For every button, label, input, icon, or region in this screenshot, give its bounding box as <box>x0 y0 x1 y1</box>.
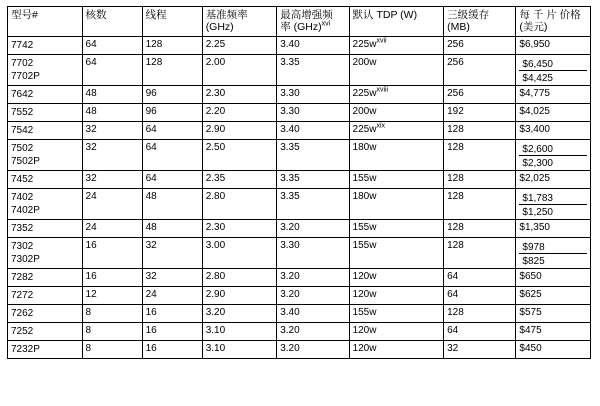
tdp-footnote: xvii <box>376 37 387 45</box>
model-name: 7742 <box>11 39 34 51</box>
column-header-boost-clock-line2: 率 (GHz) <box>280 21 322 34</box>
cell-base-clock: 2.20 <box>202 103 277 121</box>
table-row <box>8 139 591 170</box>
cell-base-clock: 2.90 <box>202 121 277 139</box>
cell-threads: 128 <box>142 36 202 54</box>
cell-boost-clock: 3.30 <box>277 85 349 103</box>
cell-base-clock: 3.10 <box>202 340 277 358</box>
document-page <box>0 6 600 406</box>
cell-boost-clock: 3.20 <box>277 219 349 237</box>
column-header-price <box>516 7 591 37</box>
table-row <box>8 85 591 103</box>
cell-tdp <box>349 219 444 237</box>
cell-boost-clock: 3.30 <box>277 237 349 268</box>
tdp-footnote: xix <box>376 122 385 130</box>
cell-price: $4,025 <box>516 103 591 121</box>
cell-model <box>8 54 83 85</box>
tdp-value: 225w <box>352 87 377 99</box>
tdp-value: 180w <box>352 141 377 153</box>
cell-cache: 256 <box>444 36 516 54</box>
cell-base-clock: 2.00 <box>202 54 277 85</box>
model-name: 7232P <box>11 343 40 355</box>
tdp-value: 120w <box>352 270 377 282</box>
cell-threads: 16 <box>142 322 202 340</box>
cell-price <box>516 139 591 170</box>
cell-tdp <box>349 237 444 268</box>
cell-price <box>516 188 591 219</box>
cell-price: $1,350 <box>516 219 591 237</box>
price-value: $1,783 <box>522 192 553 204</box>
cell-boost-clock: 3.40 <box>277 304 349 322</box>
column-header-model-label: 型号# <box>11 9 38 21</box>
price-value: $1,250 <box>519 204 587 217</box>
tdp-value: 120w <box>352 324 377 336</box>
table-row <box>8 304 591 322</box>
cell-cores: 24 <box>82 188 142 219</box>
column-header-cache-line2: (MB) <box>447 21 470 34</box>
cell-tdp <box>349 54 444 85</box>
cell-price: $450 <box>516 340 591 358</box>
tdp-value: 155w <box>352 172 377 184</box>
cell-base-clock: 2.30 <box>202 219 277 237</box>
table-row <box>8 103 591 121</box>
model-name: 7452 <box>11 173 34 185</box>
cell-tdp <box>349 85 444 103</box>
cell-base-clock: 3.20 <box>202 304 277 322</box>
cell-tdp <box>349 188 444 219</box>
model-name: 7262 <box>11 307 34 319</box>
cell-threads: 128 <box>142 54 202 85</box>
cell-cache: 64 <box>444 286 516 304</box>
model-name: 7552 <box>11 106 34 118</box>
table-header <box>8 7 591 37</box>
table-header-row <box>8 7 591 37</box>
model-name: 7352 <box>11 222 34 234</box>
cell-base-clock: 2.50 <box>202 139 277 170</box>
column-header-boost-clock-footnote: xvi <box>321 20 331 28</box>
model-name: 7402P <box>11 204 40 216</box>
tdp-value: 180w <box>352 190 377 202</box>
cell-threads: 64 <box>142 121 202 139</box>
table-row <box>8 170 591 188</box>
column-header-threads <box>142 7 202 37</box>
cell-price: $575 <box>516 304 591 322</box>
cell-cores: 8 <box>82 340 142 358</box>
tdp-value: 120w <box>352 342 377 354</box>
cell-cache: 64 <box>444 322 516 340</box>
column-header-cache-line1: 三级缓存 <box>447 9 490 21</box>
cell-model <box>8 268 83 286</box>
cell-model <box>8 322 83 340</box>
column-header-base-clock-line2: (GHz) <box>205 21 234 34</box>
cell-cache: 256 <box>444 54 516 85</box>
cell-price: $475 <box>516 322 591 340</box>
cell-threads: 32 <box>142 268 202 286</box>
table-row <box>8 340 591 358</box>
cell-threads: 24 <box>142 286 202 304</box>
cell-cores: 32 <box>82 170 142 188</box>
cell-tdp <box>349 340 444 358</box>
cell-tdp <box>349 322 444 340</box>
cell-model <box>8 36 83 54</box>
cell-cache: 128 <box>444 219 516 237</box>
cell-boost-clock: 3.20 <box>277 340 349 358</box>
tdp-value: 120w <box>352 288 377 300</box>
cell-boost-clock: 3.35 <box>277 54 349 85</box>
model-name: 7702 <box>11 57 34 69</box>
table-body <box>8 36 591 358</box>
cell-model <box>8 121 83 139</box>
cell-boost-clock: 3.20 <box>277 286 349 304</box>
model-name: 7642 <box>11 88 34 100</box>
model-name: 7302 <box>11 240 34 252</box>
cell-price: $4,775 <box>516 85 591 103</box>
cell-boost-clock: 3.35 <box>277 188 349 219</box>
model-name: 7502P <box>11 155 40 167</box>
cell-threads: 96 <box>142 85 202 103</box>
table-row <box>8 54 591 85</box>
cell-cores: 64 <box>82 54 142 85</box>
table-row <box>8 121 591 139</box>
price-value: $4,425 <box>519 70 587 83</box>
cell-threads: 16 <box>142 340 202 358</box>
cell-boost-clock: 3.40 <box>277 36 349 54</box>
cell-base-clock: 3.10 <box>202 322 277 340</box>
cell-threads: 64 <box>142 139 202 170</box>
tdp-value: 200w <box>352 105 377 117</box>
cell-cores: 24 <box>82 219 142 237</box>
cell-tdp <box>349 170 444 188</box>
cell-boost-clock: 3.20 <box>277 268 349 286</box>
cell-tdp <box>349 304 444 322</box>
model-name: 7502 <box>11 142 34 154</box>
cell-cores: 16 <box>82 237 142 268</box>
cell-cores: 48 <box>82 103 142 121</box>
cell-base-clock: 2.30 <box>202 85 277 103</box>
cell-base-clock: 2.80 <box>202 268 277 286</box>
column-header-tdp <box>349 7 444 37</box>
cell-model <box>8 85 83 103</box>
table-row <box>8 188 591 219</box>
model-name: 7252 <box>11 325 34 337</box>
cell-tdp <box>349 286 444 304</box>
cell-model <box>8 188 83 219</box>
cell-price: $625 <box>516 286 591 304</box>
cell-cache: 32 <box>444 340 516 358</box>
cell-model <box>8 170 83 188</box>
table-row <box>8 237 591 268</box>
cell-model <box>8 340 83 358</box>
cell-base-clock: 3.00 <box>202 237 277 268</box>
cell-cache: 128 <box>444 170 516 188</box>
column-header-cores <box>82 7 142 37</box>
cell-cache: 64 <box>444 268 516 286</box>
model-name: 7402 <box>11 191 34 203</box>
cell-boost-clock: 3.35 <box>277 139 349 170</box>
price-value: $2,600 <box>522 143 553 155</box>
model-name: 7282 <box>11 271 34 283</box>
cell-model <box>8 219 83 237</box>
cell-tdp <box>349 121 444 139</box>
cell-model <box>8 139 83 170</box>
cell-threads: 32 <box>142 237 202 268</box>
cell-price: $3,400 <box>516 121 591 139</box>
cell-threads: 96 <box>142 103 202 121</box>
table-row <box>8 322 591 340</box>
price-value: $825 <box>519 253 587 266</box>
column-header-threads-label: 线程 <box>145 9 167 21</box>
model-name: 7272 <box>11 289 34 301</box>
cell-cores: 12 <box>82 286 142 304</box>
cell-boost-clock: 3.40 <box>277 121 349 139</box>
cell-model <box>8 237 83 268</box>
cell-threads: 64 <box>142 170 202 188</box>
cell-cores: 16 <box>82 268 142 286</box>
cell-cores: 48 <box>82 85 142 103</box>
tdp-footnote: xviii <box>376 86 389 94</box>
price-value: $978 <box>522 241 545 253</box>
tdp-value: 155w <box>352 239 377 251</box>
tdp-value: 200w <box>352 56 377 68</box>
model-name: 7302P <box>11 253 40 265</box>
cell-boost-clock: 3.20 <box>277 322 349 340</box>
column-header-cache <box>444 7 516 37</box>
cell-cores: 8 <box>82 322 142 340</box>
table-row <box>8 268 591 286</box>
table-row <box>8 286 591 304</box>
cell-cache: 128 <box>444 188 516 219</box>
model-name: 7542 <box>11 124 34 136</box>
table-row <box>8 36 591 54</box>
cell-threads: 16 <box>142 304 202 322</box>
cell-cache: 128 <box>444 237 516 268</box>
cell-threads: 48 <box>142 219 202 237</box>
tdp-value: 225w <box>352 123 377 135</box>
cell-price <box>516 54 591 85</box>
column-header-price-line1: 每 千 片 价 <box>519 9 571 21</box>
column-header-boost-clock <box>277 7 349 37</box>
cell-tdp <box>349 268 444 286</box>
cell-cache: 192 <box>444 103 516 121</box>
table-row <box>8 219 591 237</box>
cell-cache: 128 <box>444 304 516 322</box>
price-value: $2,300 <box>519 155 587 168</box>
cell-model <box>8 286 83 304</box>
cell-cache: 256 <box>444 85 516 103</box>
cpu-spec-table <box>7 6 591 359</box>
column-header-base-clock <box>202 7 277 37</box>
cell-base-clock: 2.90 <box>202 286 277 304</box>
column-header-boost-clock-line1: 最高增强频 <box>280 9 333 21</box>
cell-price: $650 <box>516 268 591 286</box>
column-header-base-clock-line1: 基准频率 <box>205 9 248 21</box>
cell-cores: 64 <box>82 36 142 54</box>
model-name: 7702P <box>11 70 40 82</box>
tdp-value: 225w <box>352 38 377 50</box>
cell-cores: 32 <box>82 139 142 170</box>
cell-tdp <box>349 139 444 170</box>
price-value: $6,450 <box>522 58 553 70</box>
tdp-value: 155w <box>352 306 377 318</box>
column-header-model <box>8 7 83 37</box>
cell-price: $6,950 <box>516 36 591 54</box>
cell-model <box>8 103 83 121</box>
cell-cores: 32 <box>82 121 142 139</box>
cell-base-clock: 2.25 <box>202 36 277 54</box>
cell-base-clock: 2.80 <box>202 188 277 219</box>
tdp-value: 155w <box>352 221 377 233</box>
cell-cache: 128 <box>444 139 516 170</box>
cell-model <box>8 304 83 322</box>
cell-cache: 128 <box>444 121 516 139</box>
cell-boost-clock: 3.30 <box>277 103 349 121</box>
cell-price: $2,025 <box>516 170 591 188</box>
cell-price <box>516 237 591 268</box>
column-header-cores-label: 核数 <box>85 9 107 21</box>
cell-boost-clock: 3.35 <box>277 170 349 188</box>
cell-tdp <box>349 36 444 54</box>
cell-threads: 48 <box>142 188 202 219</box>
column-header-price-line2: 格(美元) <box>519 9 581 34</box>
column-header-tdp-label: 默认 TDP (W) <box>352 9 418 21</box>
cell-tdp <box>349 103 444 121</box>
cell-cores: 8 <box>82 304 142 322</box>
cell-base-clock: 2.35 <box>202 170 277 188</box>
